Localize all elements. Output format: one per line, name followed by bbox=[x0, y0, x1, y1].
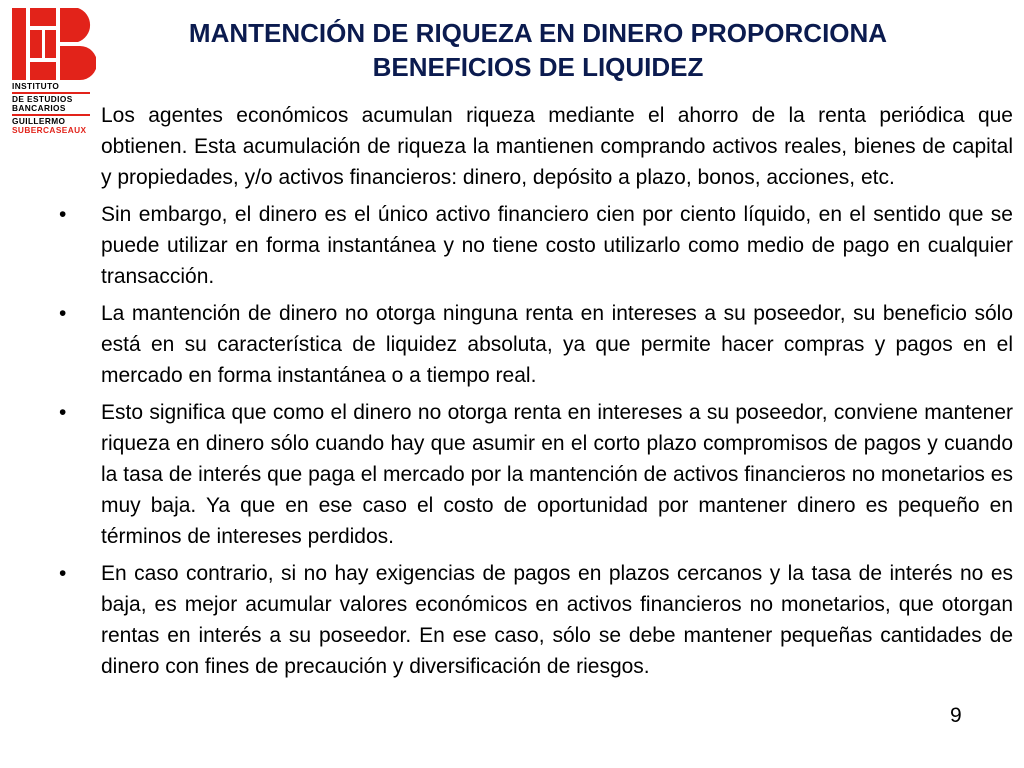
bullet-item: • En caso contrario, si no hay exigencias de pagos en plazos cercanos y la tasa de interés no es baja, es mejor acumular valores económicos en activos financieros no monetarios, que otorgan rentas en interés a su poseedor. En ese caso, sólo se debe mantener pequeñas cantidades de dinero con fines de precaución y diversificación de riesgos. bbox=[101, 558, 1013, 682]
logo-line-1: INSTITUTO bbox=[12, 81, 60, 91]
slide-title-line-2: BENEFICIOS DE LIQUIDEZ bbox=[372, 52, 704, 82]
slide-title bbox=[108, 16, 968, 84]
slide-title-line-1: MANTENCIÓN DE RIQUEZA EN DINERO PROPORCIONA bbox=[188, 18, 888, 48]
institute-logo bbox=[12, 8, 96, 135]
bullet-item: • La mantención de dinero no otorga ninguna renta en intereses a su poseedor, su beneficio sólo está en su característica de liquidez absoluta, ya que permite hacer compras y pagos en el mercado en forma instantánea o a tiempo real. bbox=[101, 298, 1013, 391]
logo-line-2: DE ESTUDIOS bbox=[12, 94, 73, 104]
page-number: 9 bbox=[950, 704, 962, 727]
logo-line-3: BANCARIOS bbox=[12, 103, 66, 113]
ieb-logo-icon bbox=[12, 8, 96, 80]
logo-line-5: SUBERCASEAUX bbox=[12, 125, 87, 135]
slide-body bbox=[101, 100, 1013, 688]
bullet-item: • Esto significa que como el dinero no otorga renta en intereses a su poseedor, conviene mantener riqueza en dinero sólo cuando hay que asumir en el corto plazo compromisos de pagos y cuando la tasa de interés que paga el mercado por la mantención de activos financieros no monetarios es muy baja. Ya que en ese caso el costo de oportunidad por mantener dinero es pequeño en términos de intereses perdidos. bbox=[101, 397, 1013, 552]
paragraph-intro: Los agentes económicos acumulan riqueza mediante el ahorro de la renta periódica que obtienen. Esta acumulación de riqueza la mantienen comprando activos reales, bienes de capital y propiedades, y/o activos financieros: dinero, depósito a plazo, bonos, acciones, etc. bbox=[101, 104, 1013, 189]
logo-line-4: GUILLERMO bbox=[12, 116, 66, 126]
bullet-item: • Sin embargo, el dinero es el único activo financiero cien por ciento líquido, en el sentido que se puede utilizar en forma instantánea y no tiene costo utilizarlo como medio de pago en cualquier transacción. bbox=[101, 199, 1013, 292]
